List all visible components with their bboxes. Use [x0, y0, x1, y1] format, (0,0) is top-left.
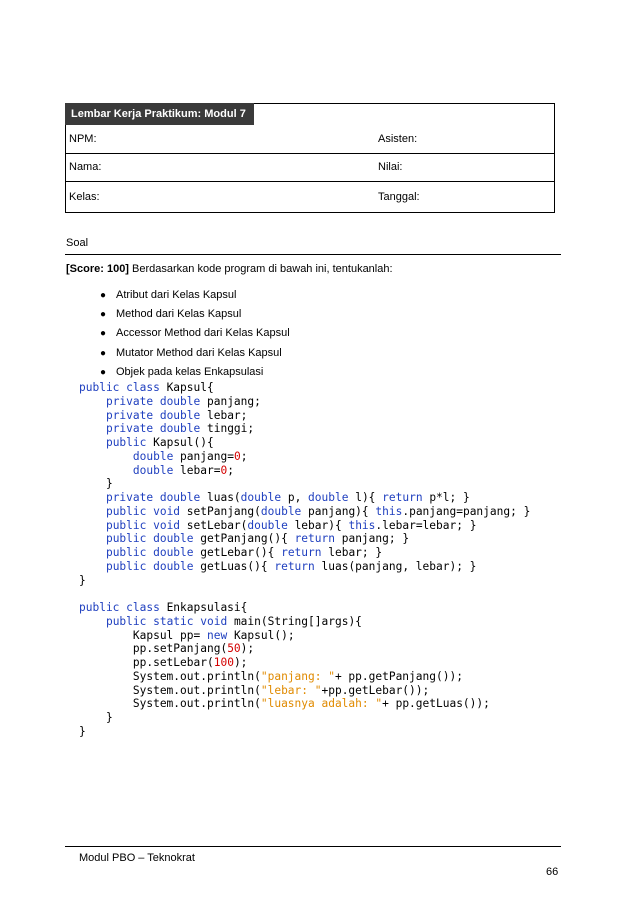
code-line: }	[79, 573, 86, 587]
code-line: private double luas(double p, double l){ return p*l; }	[105, 491, 470, 504]
list-item: ● Method dari Kelas Kapsul	[100, 305, 290, 324]
code-line: double lebar=0;	[132, 463, 234, 477]
section-title: Soal	[66, 237, 89, 249]
code-line: }	[79, 711, 113, 724]
question-body: Berdasarkan kode program di bawah ini, tentukanlah:	[128, 263, 393, 275]
nama-row	[66, 152, 554, 182]
code-line: private double tinggi;	[105, 422, 255, 436]
bullet-icon: ●	[100, 309, 107, 321]
code-line: pp.setPanjang(50);	[79, 642, 255, 656]
npm-label: NPM:	[69, 133, 97, 145]
code-line: }	[79, 477, 113, 491]
code-listing	[79, 381, 530, 739]
code-line: public double getLebar(){ return lebar; }	[105, 546, 383, 559]
question-text	[66, 263, 393, 275]
asisten-label: Asisten:	[378, 133, 418, 145]
kelas-label: Kelas:	[69, 191, 100, 203]
code-line: }	[79, 724, 86, 738]
bullet-icon: ●	[100, 328, 107, 340]
code-line: Kapsul pp= new Kapsul();	[79, 628, 295, 642]
nilai-label: Nilai:	[378, 161, 403, 173]
list-item: ● Mutator Method dari Kelas Kapsul	[100, 344, 290, 363]
section-divider	[65, 254, 561, 255]
worksheet-header-box	[65, 103, 555, 213]
code-line: System.out.println("luasnya adalah: "+ pp.getLuas());	[79, 697, 490, 711]
code-line: public void setPanjang(double panjang){ this.panjang=panjang; }	[105, 504, 531, 518]
code-line: private double panjang;	[105, 394, 261, 408]
code-line: public void setLebar(double lebar){ this.lebar=lebar; }	[105, 518, 477, 532]
code-line: System.out.println("lebar: "+pp.getLebar());	[79, 683, 430, 697]
code-line: System.out.println("panjang: "+ pp.getPanjang());	[79, 669, 463, 683]
code-line: public static void main(String[]args){	[105, 614, 362, 628]
bullet-icon: ●	[100, 347, 107, 359]
footer-title: Modul PBO – Teknokrat	[79, 852, 195, 864]
code-line: private double lebar;	[105, 408, 248, 422]
list-item: ● Atribut dari Kelas Kapsul	[100, 286, 290, 305]
footer-divider	[65, 846, 561, 847]
list-item: ● Objek pada kelas Enkapsulasi	[100, 363, 290, 382]
npm-row	[66, 124, 554, 154]
bullet-icon: ●	[100, 366, 107, 378]
task-list	[100, 286, 290, 382]
tanggal-label: Tanggal:	[378, 191, 420, 203]
kelas-row	[66, 182, 554, 212]
code-line: public double getLuas(){ return luas(panjang, lebar); }	[105, 559, 477, 573]
question-score: [Score: 100]	[66, 263, 129, 275]
page-number: 66	[546, 866, 559, 878]
code-line: public Kapsul(){	[105, 436, 214, 449]
nama-label: Nama:	[69, 161, 102, 173]
code-line	[79, 587, 530, 601]
code-line: pp.setLebar(100);	[79, 656, 248, 669]
bullet-icon: ●	[100, 290, 107, 301]
code-line: public double getPanjang(){ return panjang; }	[105, 532, 410, 546]
code-line: double panjang=0;	[132, 449, 248, 463]
code-line: public class Kapsul{	[79, 381, 214, 394]
worksheet-title: Lembar Kerja Praktikum: Modul 7	[65, 103, 254, 125]
list-item: ● Accessor Method dari Kelas Kapsul	[100, 324, 290, 343]
code-line: public class Enkapsulasi{	[79, 601, 248, 614]
